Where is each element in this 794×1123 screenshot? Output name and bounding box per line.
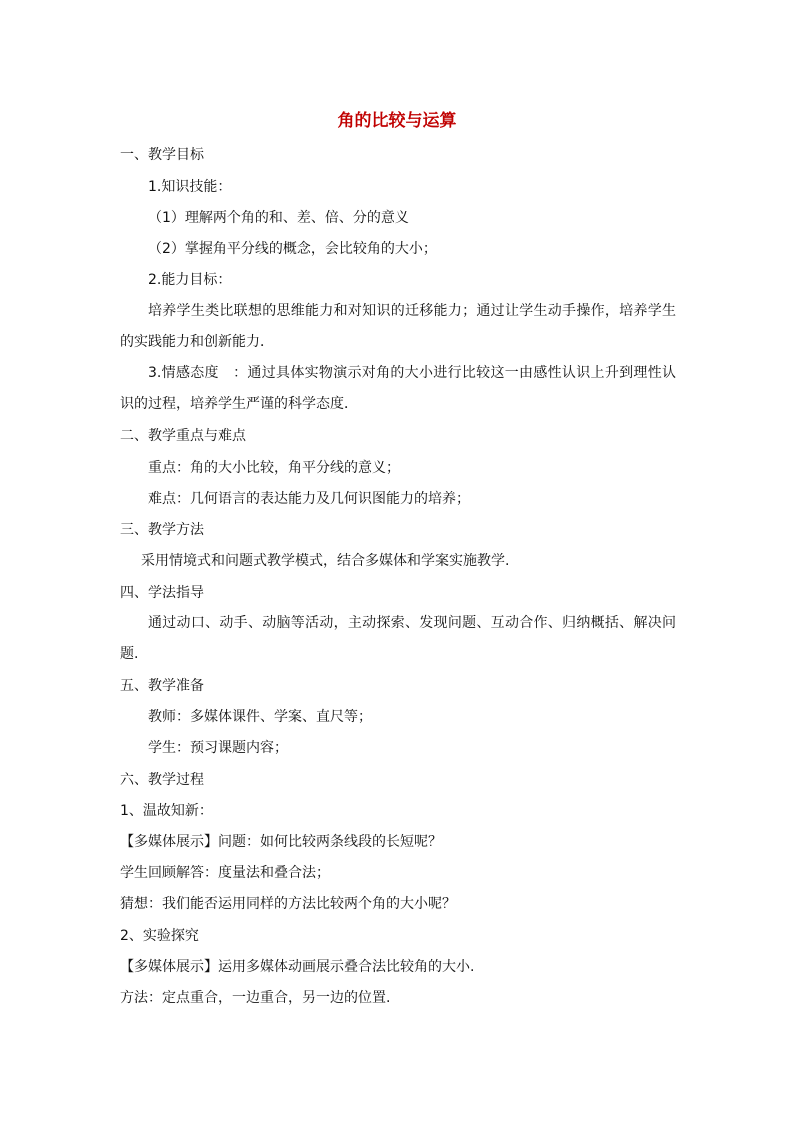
- process-step-review: 1、温故知新：: [120, 803, 213, 819]
- paragraph-ability: 培养学生类比联想的思维能力和对知识的迁移能力；通过让学生动手操作，培养学生的实践能力和创新能力．: [120, 303, 676, 350]
- preparation-student: 学生：预习课题内容；: [148, 740, 288, 756]
- experiment-demo: 【多媒体展示】运用多媒体动画展示叠合法比较角的大小.: [120, 959, 475, 975]
- list-item-knowledge-1: （1）理解两个角的和、差、倍、分的意义: [148, 210, 409, 226]
- section-heading-key-points: 二、教学重点与难点: [120, 428, 246, 444]
- review-answer: 学生回顾解答：度量法和叠合法；: [120, 865, 330, 881]
- section-heading-methods: 三、教学方法: [120, 522, 204, 538]
- review-question: 【多媒体展示】问题：如何比较两条线段的长短呢？: [120, 834, 442, 850]
- section-heading-preparation: 五、教学准备: [120, 678, 204, 694]
- document-title: 角的比较与运算: [337, 111, 457, 131]
- section-heading-process: 六、教学过程: [120, 772, 204, 788]
- difficulty-line: 难点：几何语言的表达能力及几何识图能力的培养；: [148, 491, 470, 507]
- study-guide-paragraph: 通过动口、动手、动脑等活动，主动探索、发现问题、互动合作、归纳概括、解决问题.: [120, 615, 676, 662]
- preparation-teacher: 教师：多媒体课件、学案、直尺等；: [148, 709, 372, 725]
- paragraph-attitude: 3.情感态度 ：通过具体实物演示对角的大小进行比较这一由感性认识上升到理性认识的过程，培养学生严谨的科学态度．: [120, 365, 676, 412]
- review-conjecture: 猜想：我们能否运用同样的方法比较两个角的大小呢？: [120, 896, 456, 912]
- experiment-method: 方法：定点重合，一边重合，另一边的位置.: [120, 990, 391, 1006]
- list-item-knowledge-2: （2）掌握角平分线的概念，会比较角的大小；: [148, 241, 437, 257]
- process-step-experiment: 2、实验探究: [120, 928, 199, 944]
- subheading-ability: 2.能力目标：: [148, 272, 232, 288]
- key-point-line: 重点：角的大小比较，角平分线的意义；: [148, 460, 400, 476]
- section-heading-study-guide: 四、学法指导: [120, 585, 204, 601]
- section-heading-goals: 一、教学目标: [120, 147, 204, 163]
- subheading-knowledge: 1.知识技能：: [148, 179, 232, 195]
- methods-paragraph: 采用情境式和问题式教学模式，结合多媒体和学案实施教学.: [141, 553, 510, 569]
